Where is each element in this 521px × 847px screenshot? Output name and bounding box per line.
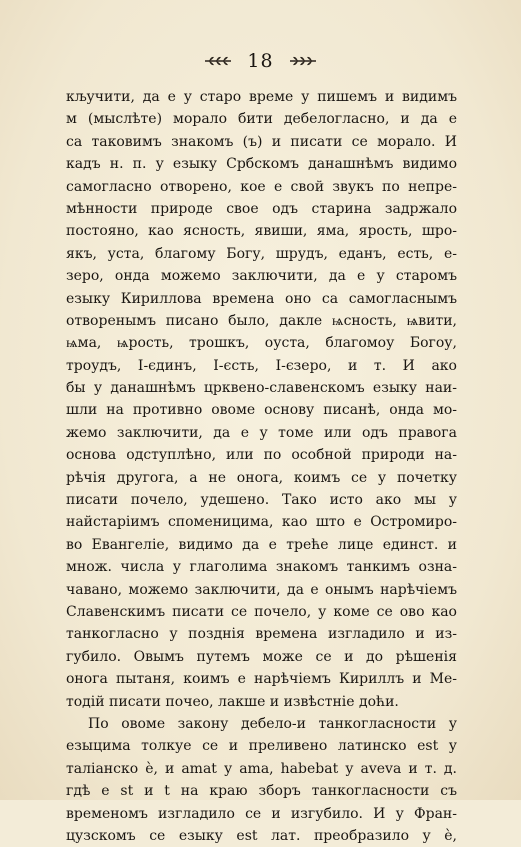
text-line: цузскомъ се езыку est лат. преобразило у è,	[66, 827, 457, 844]
text-line: зеро, онда можемо заключити, да е у старомъ	[66, 268, 457, 285]
text-line: чавано, можемо заключити, да е онымъ нарѣчіемъ	[66, 581, 457, 598]
text-line: мѣнности природе свое одъ старина задржало	[66, 200, 457, 217]
text-line: самогласно отворено, кое е свой звукъ по непре-	[66, 178, 457, 195]
text-line: губило. Овымъ путемъ може се и до рѣшенія	[66, 648, 457, 665]
leaf-ornament-icon	[203, 54, 233, 68]
text-line: По овоме закону дебело-и танкогласности у	[88, 715, 457, 732]
text-line: жемо заключити, да е у томе или одъ правога	[66, 424, 457, 441]
page-header	[0, 46, 521, 76]
leaf-ornament-icon	[288, 54, 318, 68]
text-line: якъ, уста, благому Богу, шрудъ, еданъ, есть, е-	[66, 245, 457, 262]
text-line: найстаріимъ споменицима, као што е Остромиро-	[66, 514, 457, 531]
text-line: езыцима толкуе се и преливено латинско est у	[66, 738, 457, 755]
text-line: во Евангеліе, видимо да е треће лице единст. и	[66, 536, 457, 553]
text-line: временомъ изгладило се и изгубило. И у Фран-	[66, 805, 457, 822]
text-line: танкогласно у позднія времена изгладило и из-	[66, 626, 457, 643]
text-line: м (мыслѣте) морало бити дебелогласно, и да е	[66, 111, 457, 128]
text-line: гдѣ е st и t на краю зборъ танкогласности съ	[66, 783, 457, 800]
text-line: кључити, да е у старо време у пишемъ и видимъ	[66, 89, 457, 105]
body-text	[66, 86, 457, 847]
text-line: рѣчія другога, а не онога, коимъ се у почетку	[66, 469, 457, 486]
text-line: отворенымъ писано было, дакле ѩсность, ѩвити,	[66, 312, 457, 329]
text-line: множ. числа у глаголима знакомъ танкимъ озна-	[66, 559, 457, 576]
text-line: тодій писати почео, лакше и извѣстніе доћи.	[66, 693, 399, 710]
text-line: основа одступлѣно, или по особной природи на-	[66, 447, 457, 464]
text-line: писати почело, удешено. Тако исто ако мы у	[66, 492, 457, 509]
text-line: бы у данашнѣмъ црквено-славенскомъ езыку наи-	[66, 380, 457, 397]
text-line: троудъ, І-єдинъ, І-єсть, І-єзеро, и т. И ако	[66, 357, 457, 374]
text-line: езыку Кириллова времена оно са самогласнымъ	[66, 290, 457, 307]
text-line: са таковимъ знакомъ (ъ) и писати се морало. И	[66, 133, 457, 150]
text-line: таліанско è, и amat у ama, habebat у aveva и т. д.	[66, 760, 457, 777]
text-line: шли на противно овоме основу писанѣ, онда мо-	[66, 402, 457, 419]
text-line: Славенскимъ писати се почело, у коме се ово као	[66, 603, 457, 620]
text-line: кадъ н. п. у езыку Србскомъ данашнѣмъ видимо	[66, 156, 457, 173]
text-line: ѩма, ѩрость, трошкъ, оуста, благомоу Богоу,	[66, 335, 457, 352]
page-number: 18	[247, 50, 274, 72]
text-line: онога пытаня, коимъ е нарѣчіемъ Кириллъ и Ме-	[66, 671, 457, 688]
text-line: постояно, као ясность, явиши, яма, ярость, шро-	[66, 223, 457, 240]
